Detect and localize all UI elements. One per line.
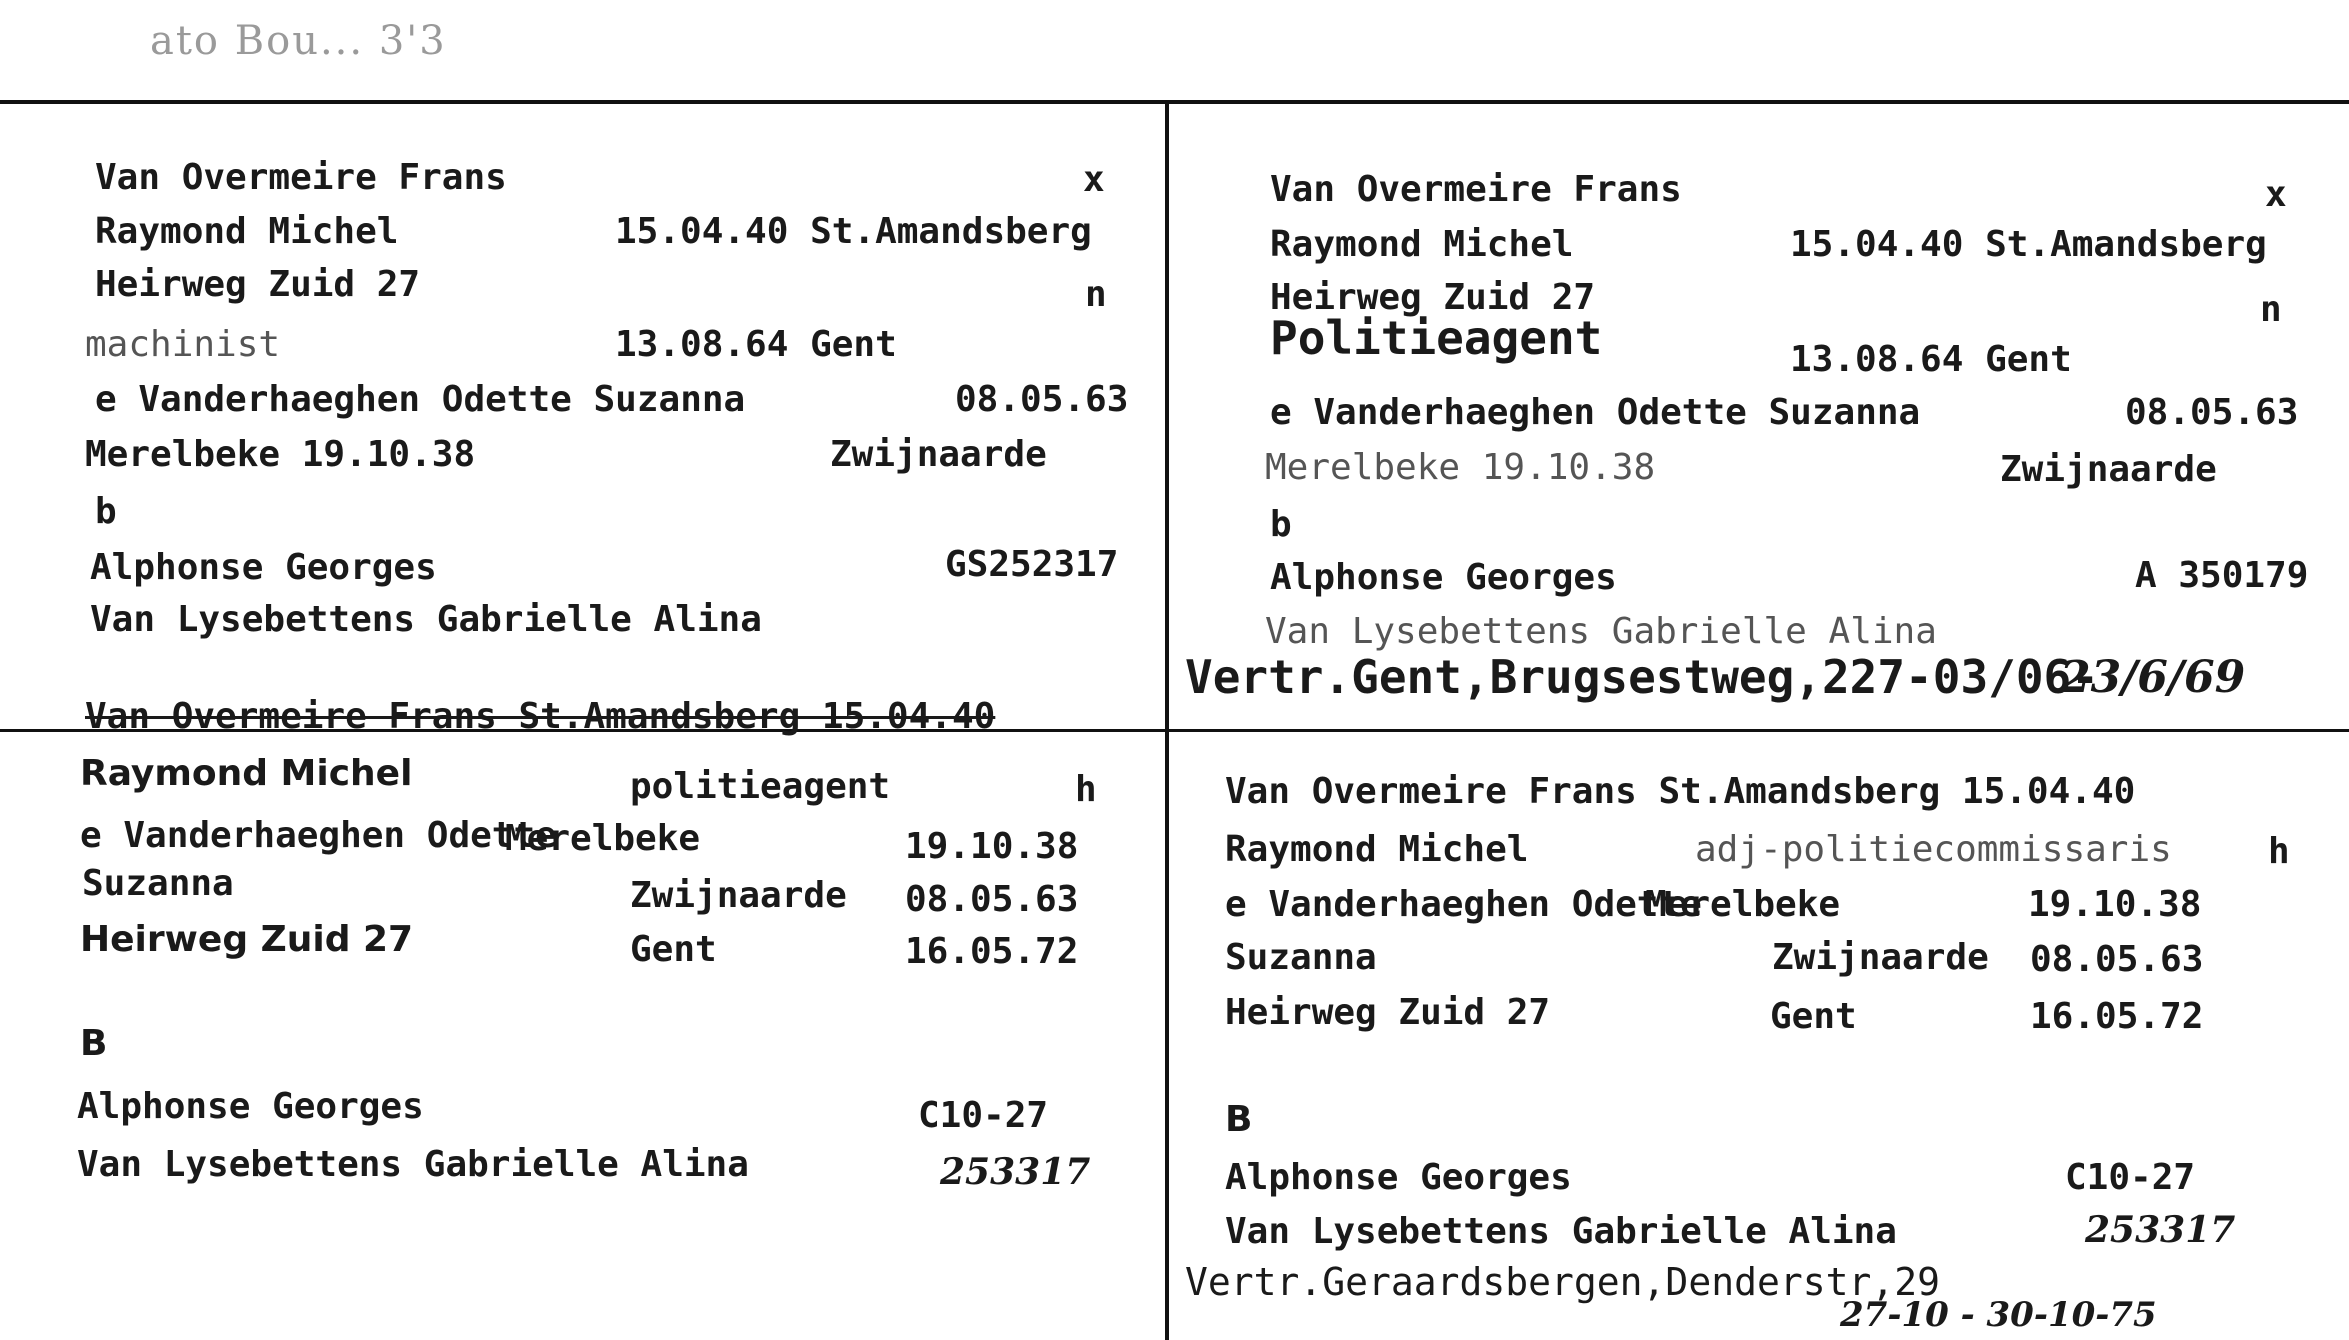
center-divider	[1165, 100, 1169, 1340]
marriage-date: 08.05.63	[905, 879, 1079, 920]
mother-name: Van Lysebettens Gabrielle Alina	[90, 599, 762, 640]
right-row-divider	[1167, 729, 2349, 732]
spouse-birth: Merelbeke 19.10.38	[1265, 447, 1656, 488]
father-name: Alphonse Georges	[90, 547, 437, 588]
marker-x: x	[2265, 174, 2287, 215]
mother-name: Van Lysebettens Gabrielle Alina	[1265, 611, 1937, 652]
surname-line: Van Overmeire Frans St.Amandsberg 15.04.40	[1225, 771, 2136, 812]
departure-note: Vertr.Geraardsbergen,Denderstr,29	[1185, 1260, 1940, 1304]
card-number: 253317	[940, 1151, 1091, 1193]
reference-code: C10-27	[918, 1095, 1049, 1136]
header-stamp: ato Bou... 3'3	[150, 18, 447, 64]
registration-place: Gent	[630, 929, 717, 970]
reference-code: C10-27	[2065, 1157, 2196, 1198]
first-names: Raymond Michel	[80, 753, 413, 794]
birth-date-place: 15.04.40 St.Amandsberg	[615, 211, 1092, 252]
marriage-date: 08.05.63	[2030, 939, 2204, 980]
first-names: Raymond Michel	[95, 211, 399, 252]
marriage-place: Zwijnaarde	[2000, 449, 2217, 490]
first-names: Raymond Michel	[1225, 829, 1529, 870]
father-name: Alphonse Georges	[77, 1086, 424, 1127]
handwritten-date: 23/6/69	[2060, 652, 2246, 703]
mother-name: Van Lysebettens Gabrielle Alina	[77, 1144, 749, 1185]
marker-b: b	[1270, 504, 1292, 545]
father-name: Alphonse Georges	[1270, 557, 1617, 598]
spouse-birthplace: Merelbeke	[505, 818, 701, 859]
marker-h: h	[1075, 769, 1097, 810]
marker-n: n	[2260, 289, 2282, 330]
registration-date-place: 13.08.64 Gent	[1790, 339, 2072, 380]
birth-date-place: 15.04.40 St.Amandsberg	[1790, 224, 2267, 265]
registration-place: Gent	[1770, 996, 1857, 1037]
profession: machinist	[85, 324, 281, 365]
spouse-birthdate: 19.10.38	[905, 826, 1079, 867]
spouse-name: e Vanderhaeghen Odette Suzanna	[1270, 392, 1921, 433]
marriage-date: 08.05.63	[2125, 392, 2299, 433]
marker-B: B	[1225, 1099, 1253, 1140]
surname-line: Van Overmeire Frans	[1270, 169, 1682, 210]
departure-note: Vertr.Gent,Brugsestweg,227-03/06-	[1185, 650, 2099, 704]
surname-line: Van Overmeire Frans	[95, 157, 507, 198]
address: Heirweg Zuid 27	[95, 264, 421, 305]
marriage-place: Zwijnaarde	[1772, 937, 1989, 978]
profession: Politieagent	[1270, 311, 1603, 365]
first-names: Raymond Michel	[1270, 224, 1574, 265]
address: Heirweg Zuid 27	[80, 919, 414, 960]
card-number: A 350179	[2135, 555, 2309, 596]
address: Heirweg Zuid 27	[1270, 277, 1596, 318]
marker-B: B	[80, 1023, 108, 1064]
marker-x: x	[1083, 159, 1105, 200]
handwritten-dates: 27-10 - 30-10-75	[1840, 1295, 2157, 1335]
marker-b: b	[95, 491, 117, 532]
spouse-name: e Vanderhaeghen Odette Suzanna	[95, 379, 746, 420]
top-rule	[0, 100, 2349, 104]
profession: adj-politiecommissaris	[1695, 829, 2172, 870]
spouse-birth: Merelbeke 19.10.38	[85, 434, 476, 475]
spouse-second-name: Suzanna	[1225, 937, 1377, 978]
father-name: Alphonse Georges	[1225, 1157, 1572, 1198]
card-number: GS252317	[945, 544, 1119, 585]
registration-date: 16.05.72	[2030, 996, 2204, 1037]
spouse-second-name: Suzanna	[82, 863, 234, 904]
registration-date-place: 13.08.64 Gent	[615, 324, 897, 365]
profession: politieagent	[630, 766, 891, 807]
spouse-name: e Vanderhaeghen Odette	[1225, 884, 1702, 925]
marker-n: n	[1085, 274, 1107, 315]
mother-name: Van Lysebettens Gabrielle Alina	[1225, 1211, 1897, 1252]
marker-h: h	[2268, 831, 2290, 872]
marriage-place: Zwijnaarde	[830, 434, 1047, 475]
card-number: 253317	[2085, 1209, 2236, 1251]
spouse-name: e Vanderhaeghen Odette	[80, 815, 557, 856]
marriage-date: 08.05.63	[955, 379, 1129, 420]
marriage-place: Zwijnaarde	[630, 875, 847, 916]
registration-date: 16.05.72	[905, 931, 1079, 972]
spouse-birthplace: Merelbeke	[1645, 884, 1841, 925]
address: Heirweg Zuid 27	[1225, 992, 1551, 1033]
surname-line-struck: Van Overmeire Frans St.Amandsberg 15.04.40	[85, 696, 996, 737]
spouse-birthdate: 19.10.38	[2028, 884, 2202, 925]
